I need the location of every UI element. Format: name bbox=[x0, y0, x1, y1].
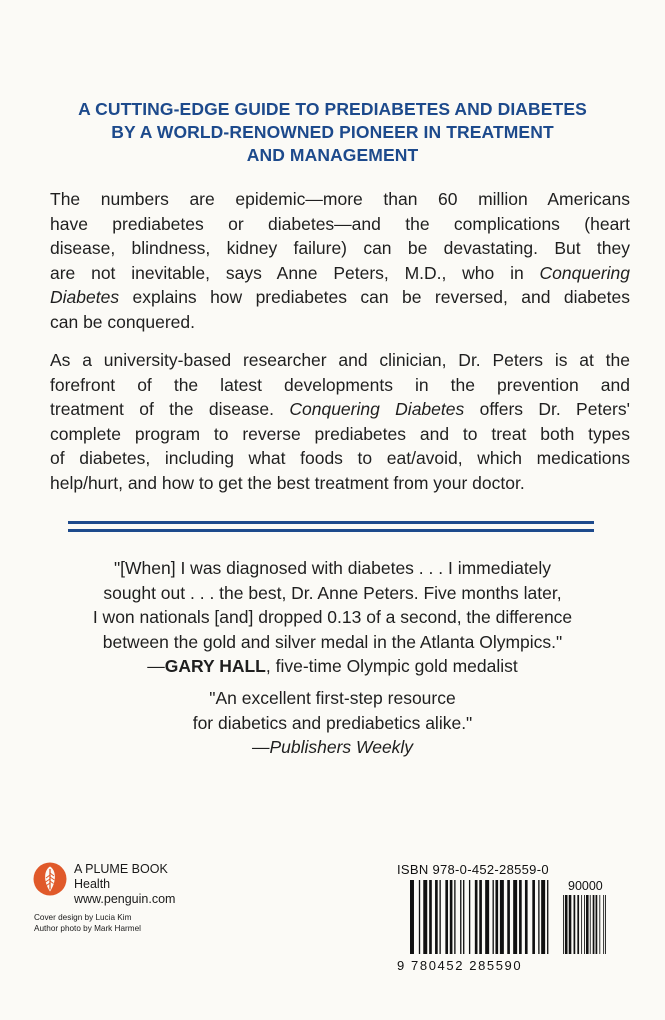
barcode-bar bbox=[538, 880, 539, 954]
barcode-bar bbox=[513, 880, 517, 954]
barcode-bar bbox=[581, 895, 582, 954]
barcode-bar bbox=[590, 895, 591, 954]
barcode-bar bbox=[565, 895, 568, 954]
paragraph-line bbox=[50, 397, 630, 422]
barcode-bar bbox=[519, 880, 522, 954]
paragraph-line: complete program to reverse prediabetes and to treat both types bbox=[50, 423, 630, 444]
barcode-bar bbox=[507, 880, 510, 954]
barcode-bar bbox=[475, 880, 478, 954]
author-photo-credit: Author photo by Mark Harmel bbox=[34, 923, 141, 933]
barcode-digits: 9 780452 285590 bbox=[397, 958, 523, 973]
barcode-bar bbox=[445, 880, 448, 954]
barcode-bar bbox=[599, 895, 600, 954]
barcode-bar bbox=[460, 880, 461, 954]
barcode-bar bbox=[563, 895, 564, 954]
paragraph-line: have prediabetes or diabetes—and the complications (heart bbox=[50, 213, 630, 234]
paragraph-line: forefront of the latest developments in the prevention and bbox=[50, 374, 630, 395]
isbn-barcode bbox=[410, 880, 550, 954]
barcode-bar bbox=[593, 895, 595, 954]
barcode-bar bbox=[500, 880, 504, 954]
paragraph-line bbox=[50, 261, 630, 286]
headline-line-1: A CUTTING-EDGE GUIDE TO PREDIABETES AND DIABETES bbox=[78, 99, 587, 119]
attribution-dash: — bbox=[147, 656, 165, 677]
barcode-bar bbox=[429, 880, 432, 954]
price-addon-barcode bbox=[563, 895, 608, 954]
book-category: Health bbox=[74, 877, 111, 891]
barcode-bar bbox=[574, 895, 576, 954]
barcode-bar bbox=[586, 895, 589, 954]
barcode-bar bbox=[493, 880, 494, 954]
quote-line: I won nationals [and] dropped 0.13 of a second, the difference bbox=[92, 607, 573, 628]
description-paragraph-1 bbox=[50, 187, 630, 335]
testimonial-quote-1 bbox=[40, 556, 625, 679]
barcode-bar bbox=[463, 880, 464, 954]
barcode-bar bbox=[525, 880, 528, 954]
barcode-bar bbox=[541, 880, 545, 954]
headline-line-3: AND MANAGEMENT bbox=[246, 145, 419, 165]
barcode-bar bbox=[603, 895, 604, 954]
paragraph-line bbox=[50, 285, 630, 310]
paragraph-line: disease, blindness, kidney failure) can be devastating. But they bbox=[50, 238, 630, 259]
imprint-name: A PLUME BOOK bbox=[74, 862, 168, 876]
paragraph-text: explains how prediabetes can be reversed, and diabetes bbox=[119, 287, 630, 308]
testimonial-quote-2 bbox=[40, 686, 625, 760]
barcode-bar bbox=[439, 880, 440, 954]
barcode-bar bbox=[454, 880, 455, 954]
book-title-italic: Conquering Diabetes bbox=[289, 399, 465, 420]
paragraph-line: help/hurt, and how to get the best treatment from your doctor. bbox=[50, 472, 525, 493]
cover-design-credit: Cover design by Lucia Kim bbox=[34, 913, 132, 922]
divider-rule bbox=[68, 529, 594, 532]
price-code: 90000 bbox=[568, 879, 603, 893]
paragraph-line: of diabetes, including what foods to eat/avoid, which medications bbox=[50, 448, 630, 469]
barcode-bar bbox=[584, 895, 585, 954]
barcode-bar bbox=[435, 880, 438, 954]
divider-rule bbox=[68, 521, 594, 524]
barcode-bar bbox=[469, 880, 470, 954]
paragraph-line: The numbers are epidemic—more than 60 million Americans bbox=[50, 189, 630, 209]
paragraph-line: can be conquered. bbox=[50, 311, 195, 332]
publisher-info bbox=[74, 862, 175, 907]
barcode-bar bbox=[423, 880, 427, 954]
quote-line: sought out . . . the best, Dr. Anne Peters. Five months later, bbox=[103, 582, 562, 603]
barcode-bar bbox=[485, 880, 489, 954]
quote-line: "An excellent first-step resource bbox=[209, 688, 456, 708]
barcode-bar bbox=[605, 895, 606, 954]
plume-logo-icon bbox=[33, 862, 67, 896]
quote-line: between the gold and silver medal in the Atlanta Olympics." bbox=[102, 631, 563, 652]
paragraph-text: treatment of the disease. bbox=[50, 399, 290, 420]
cover-headline bbox=[40, 98, 625, 167]
attribution-name: GARY HALL bbox=[164, 656, 266, 677]
publisher-website: www.penguin.com bbox=[74, 892, 176, 906]
quote-source: —Publishers Weekly bbox=[251, 737, 414, 758]
quote-line: "[When] I was diagnosed with diabetes . . . I immediately bbox=[113, 558, 552, 578]
paragraph-line: As a university-based researcher and clinician, Dr. Peters is at the bbox=[50, 350, 630, 370]
isbn-label: ISBN 978-0-452-28559-0 bbox=[397, 862, 549, 877]
description-paragraph-2 bbox=[50, 348, 630, 496]
quote-line: for diabetics and prediabetics alike." bbox=[192, 712, 473, 733]
book-title-italic: Conquering bbox=[539, 262, 630, 283]
barcode-bar bbox=[532, 880, 535, 954]
barcode-bar bbox=[419, 880, 420, 954]
headline-line-2: BY A WORLD-RENOWNED PIONEER IN TREATMENT bbox=[111, 122, 554, 142]
paragraph-text: offers Dr. Peters' bbox=[464, 399, 630, 420]
barcode-bar bbox=[577, 895, 579, 954]
attribution-description: , five-time Olympic gold medalist bbox=[265, 656, 518, 677]
barcode-bar bbox=[479, 880, 482, 954]
barcode-bar bbox=[495, 880, 498, 954]
barcode-bar bbox=[547, 880, 548, 954]
barcode-bar bbox=[569, 895, 572, 954]
book-title-italic: Diabetes bbox=[50, 287, 120, 308]
barcode-bar bbox=[450, 880, 453, 954]
cover-credits bbox=[34, 913, 141, 934]
barcode-bar bbox=[596, 895, 598, 954]
barcode-bar bbox=[410, 880, 414, 954]
paragraph-text: are not inevitable, says Anne Peters, M.D., who in bbox=[50, 262, 540, 283]
quote-attribution bbox=[40, 654, 625, 679]
